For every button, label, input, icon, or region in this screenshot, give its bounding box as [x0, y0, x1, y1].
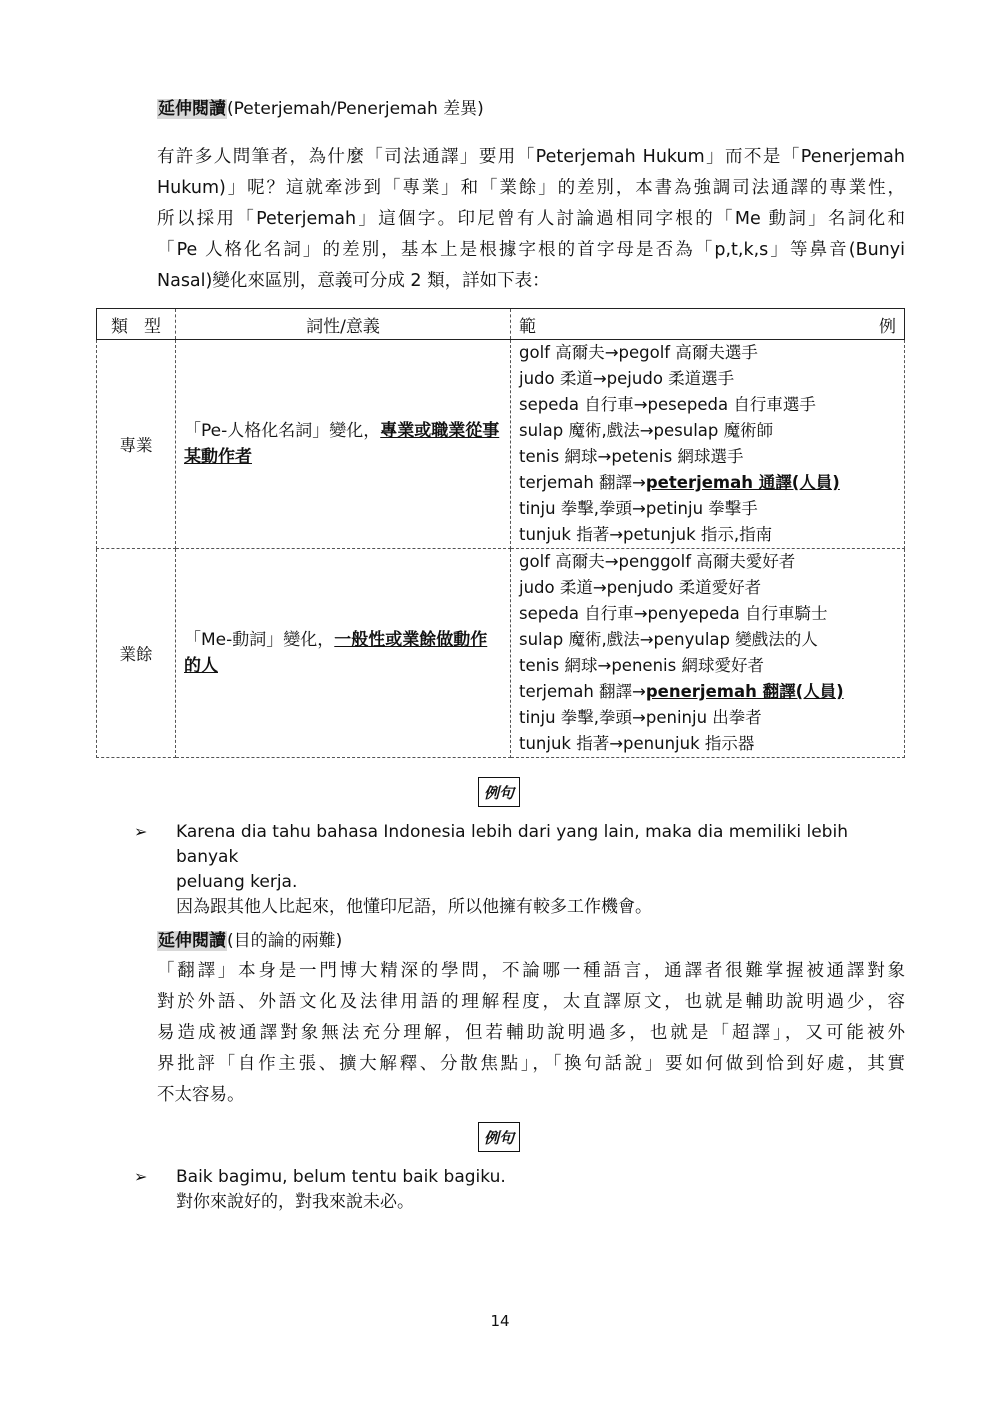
pos-bold: 專業或職業從事某動作者 [184, 421, 500, 467]
row-examples [511, 549, 905, 758]
paragraph-line: 所以採用「Peterjemah」這個字。印尼曾有人討論過相同字根的「Me 動詞」名詞化和 [157, 209, 905, 229]
section2-heading [157, 929, 342, 953]
header-ex-char: 例 [879, 316, 896, 337]
paragraph-line: Nasal)變化來區別，意義可分成 2 類，詳如下表： [157, 271, 550, 291]
example-plain: terjemah 翻譯→ [519, 473, 646, 492]
table-row [97, 549, 905, 758]
example-bold: peterjemah 通譯(人員) [645, 473, 840, 492]
chinese-translation: 對你來說好的，對我來說未必。 [176, 1192, 414, 1212]
table-header-row [97, 309, 905, 340]
example-item-highlight [519, 470, 896, 496]
example-sentence-1 [176, 820, 906, 920]
paragraph-line: 易造成被通譯對象無法充分理解，但若輔助說明過多，也就是「超譯」，又可能被外 [157, 1023, 905, 1043]
example-item: sepeda 自行車→pesepeda 自行車選手 [519, 395, 816, 414]
chinese-translation: 因為跟其他人比起來，他懂印尼語，所以他擁有較多工作機會。 [176, 897, 652, 917]
pos-plain: 「Pe-人格化名詞」變化， [184, 421, 381, 441]
example-item: tenis 網球→penenis 網球愛好者 [519, 656, 764, 675]
header-type-char: 型 [144, 316, 161, 337]
bullet-arrow-icon: ➢ [134, 1167, 148, 1186]
example-item: tunjuk 指著→penunjuk 指示器 [519, 734, 755, 753]
header-ex-char: 範 [519, 316, 536, 337]
example-item: judo 柔道→pejudo 柔道選手 [519, 369, 735, 388]
section1-heading [157, 97, 484, 121]
header-type-char: 類 [111, 316, 128, 337]
example-item: judo 柔道→penjudo 柔道愛好者 [519, 578, 762, 597]
example-item: sulap 魔術,戲法→pesulap 魔術師 [519, 421, 774, 440]
example-item: sulap 魔術,戲法→penyulap 變戲法的人 [519, 630, 818, 649]
example-bold: penerjemah 翻譯(人員) [645, 682, 844, 701]
section2-title: (目的論的兩難) [227, 931, 343, 951]
paragraph-line: 對於外語、外語文化及法律用語的理解程度，太直譯原文，也就是輔助說明過少，容 [157, 992, 905, 1012]
table-row [97, 340, 905, 549]
example-label-box: 例句 [478, 1122, 520, 1152]
indonesian-sentence: Karena dia tahu bahasa Indonesia lebih dari yang lain, maka dia memiliki lebih banyak [176, 822, 848, 867]
row-examples [511, 340, 905, 549]
section2-keyword: 延伸閱讀 [158, 931, 226, 951]
example-item-highlight [519, 679, 896, 705]
paragraph-line: 有許多人問筆者，為什麼「司法通譯」要用「Peterjemah Hukum」而不是「Penerjemah [157, 147, 905, 167]
paragraph-line: Hukum)」呢？這就牽涉到「專業」和「業餘」的差別，本書為強調司法通譯的專業性， [157, 178, 905, 198]
header-pos: 詞性/意義 [176, 309, 511, 340]
example-item: tunjuk 指著→petunjuk 指示,指南 [519, 525, 773, 544]
row-type: 專業 [97, 340, 176, 549]
row-pos [176, 340, 511, 549]
pos-plain: 「Me-動詞」變化， [184, 630, 335, 650]
example-item: golf 高爾夫→pegolf 高爾夫選手 [519, 343, 758, 362]
paragraph-line: 「Pe 人格化名詞」的差別，基本上是根據字根的首字母是否為「p,t,k,s」等鼻音(Bunyi [157, 240, 905, 260]
row-type: 業餘 [97, 549, 176, 758]
section1-title: (Peterjemah/Penerjemah 差異) [227, 99, 484, 119]
example-label-box: 例句 [478, 777, 520, 807]
page-number: 14 [490, 1312, 510, 1330]
pos-bold: 一般性或業餘做動作的人 [184, 630, 488, 676]
section1-paragraph [157, 142, 905, 297]
section1-keyword: 延伸閱讀 [158, 99, 226, 119]
example-item: tenis 網球→petenis 網球選手 [519, 447, 744, 466]
section2-paragraph [157, 956, 905, 1111]
indonesian-sentence: peluang kerja. [176, 872, 298, 892]
paragraph-line: 「翻譯」本身是一門博大精深的學問，不論哪一種語言，通譯者很難掌握被通譯對象 [157, 961, 905, 981]
paragraph-line: 不太容易。 [157, 1085, 245, 1105]
header-type [97, 309, 176, 340]
example-item: sepeda 自行車→penyepeda 自行車騎士 [519, 604, 828, 623]
header-examples [511, 309, 905, 340]
example-item: tinju 拳擊,拳頭→petinju 拳擊手 [519, 499, 758, 518]
example-item: tinju 拳擊,拳頭→peninju 出拳者 [519, 708, 762, 727]
vocabulary-table [96, 308, 905, 758]
example-plain: terjemah 翻譯→ [519, 682, 646, 701]
indonesian-sentence: Baik bagimu, belum tentu baik bagiku. [176, 1167, 506, 1187]
row-pos [176, 549, 511, 758]
example-item: golf 高爾夫→penggolf 高爾夫愛好者 [519, 552, 796, 571]
example-sentence-2 [176, 1165, 906, 1215]
bullet-arrow-icon: ➢ [134, 822, 148, 841]
paragraph-line: 界批評「自作主張、擴大解釋、分散焦點」，「換句話說」要如何做到恰到好處，其實 [157, 1054, 905, 1074]
